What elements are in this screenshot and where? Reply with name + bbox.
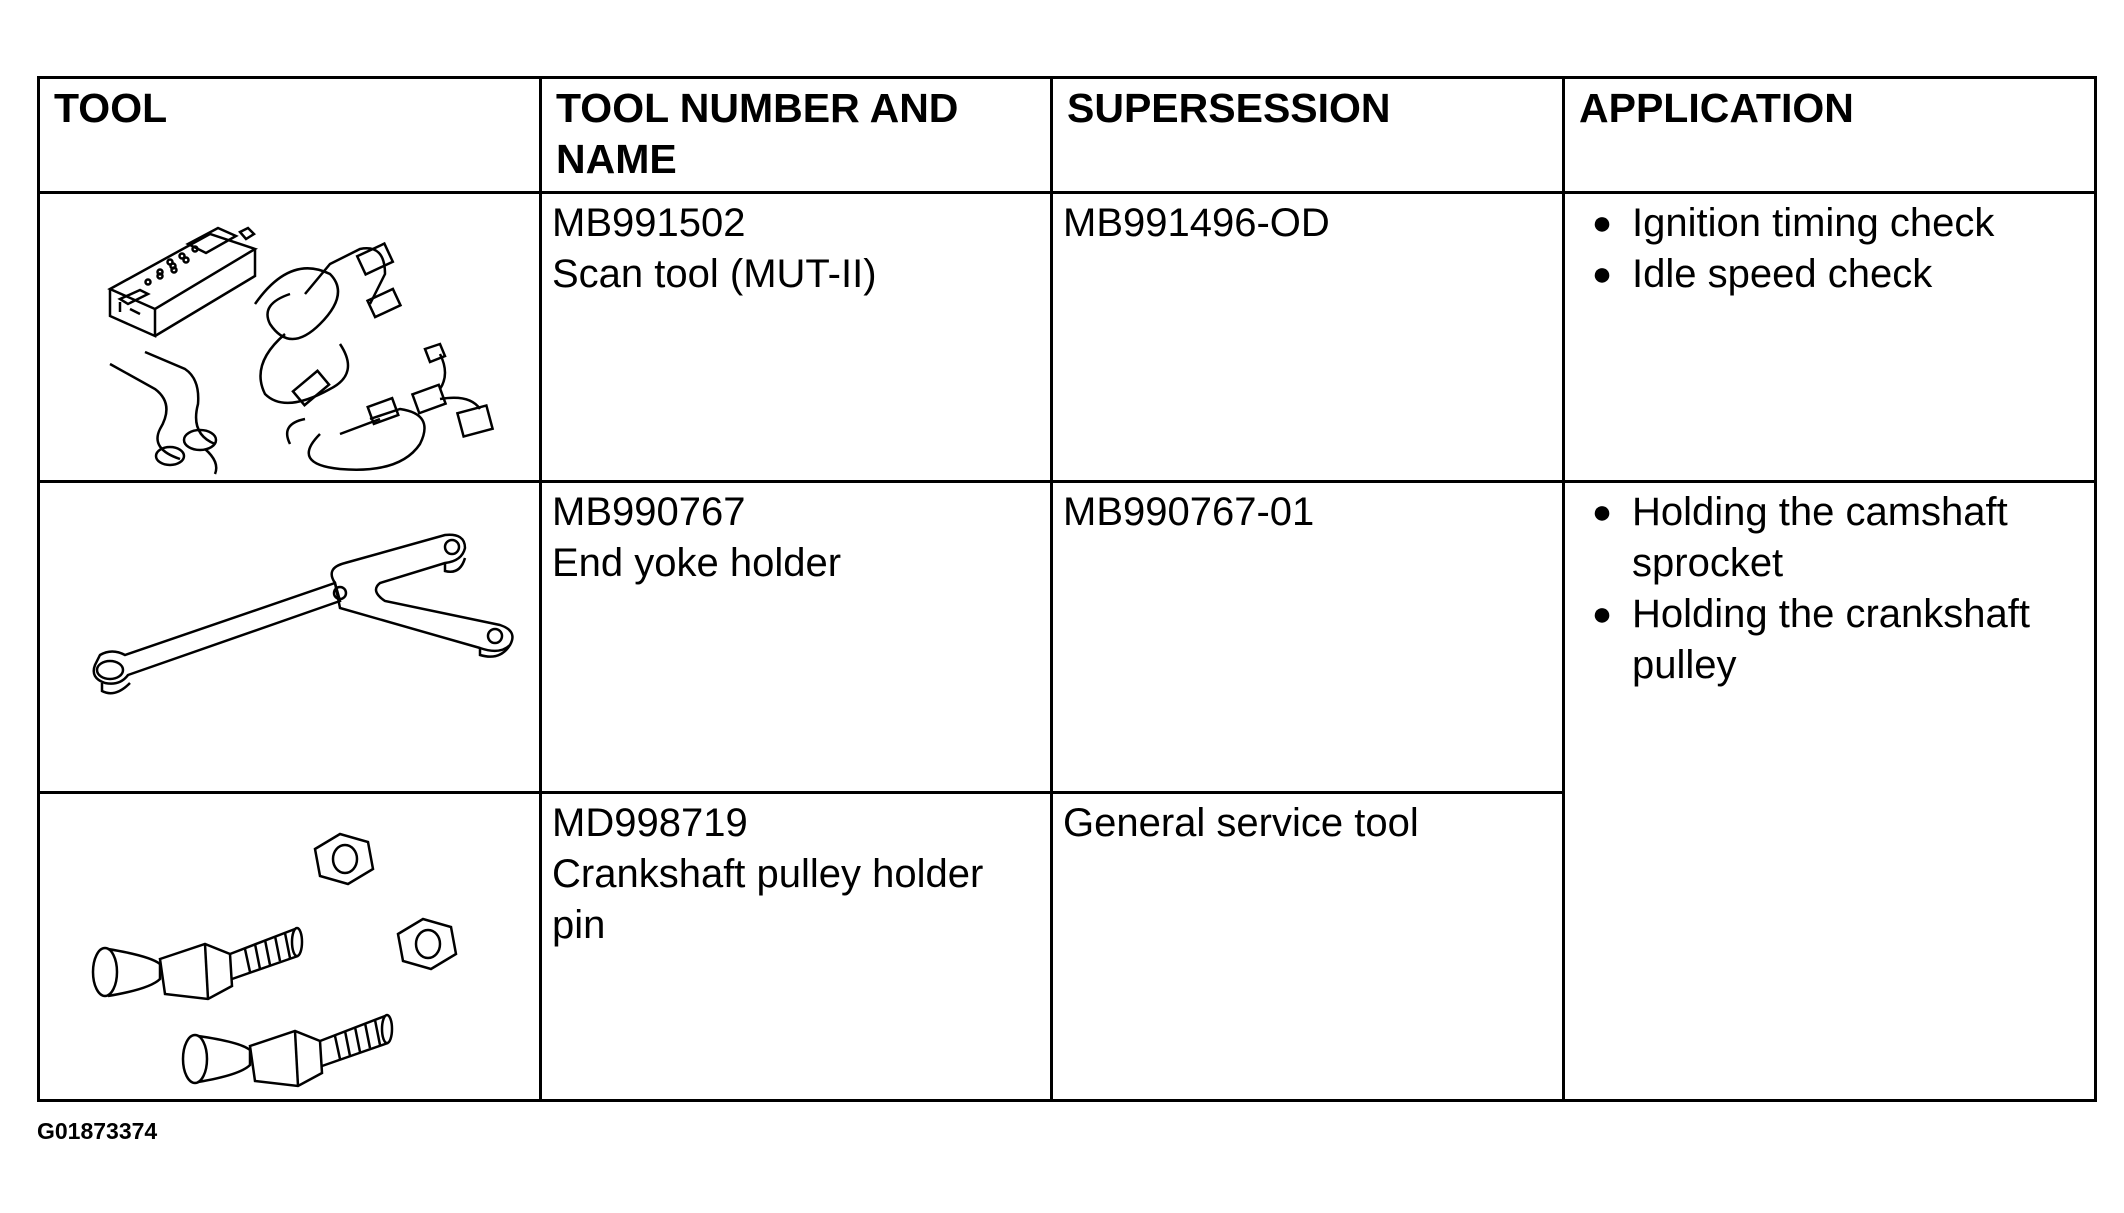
bullet-icon: ●	[1591, 595, 1613, 633]
supersession-cell	[1052, 482, 1564, 793]
supersession-value: MB991496-OD	[1063, 201, 1330, 245]
header-tool-number-and-name: TOOL NUMBER AND NAME	[541, 78, 1052, 193]
end-yoke-holder-drawing	[40, 483, 540, 788]
table-row	[39, 193, 2096, 482]
scan-tool-illustration	[39, 193, 541, 482]
tool-number-and-name-cell	[541, 193, 1052, 482]
tool-number: MD998719	[552, 801, 748, 845]
supersession-value: General service tool	[1063, 801, 1419, 845]
table-row	[39, 482, 2096, 793]
tool-number: MB991502	[552, 201, 746, 245]
tool-number: MB990767	[552, 490, 746, 534]
bullet-icon: ●	[1591, 493, 1613, 531]
holder-pin-drawing	[40, 794, 540, 1099]
list-item: ● Idle speed check	[1587, 249, 2094, 300]
bullet-icon: ●	[1591, 255, 1613, 293]
application-cell	[1564, 482, 2096, 1101]
bullet-icon: ●	[1591, 204, 1613, 242]
supersession-cell	[1052, 793, 1564, 1101]
application-list	[1565, 483, 2094, 691]
header-supersession: SUPERSESSION	[1052, 78, 1564, 193]
special-tools-table	[37, 76, 2097, 1102]
end-yoke-holder-illustration	[39, 482, 541, 793]
tool-number-and-name-cell	[541, 482, 1052, 793]
tool-name: Crankshaft pulley holder pin	[552, 852, 995, 947]
tool-number-and-name-cell	[541, 793, 1052, 1101]
header-tool: TOOL	[39, 78, 541, 193]
supersession-value: MB990767-01	[1063, 490, 1315, 534]
holder-pin-illustration	[39, 793, 541, 1101]
supersession-cell	[1052, 193, 1564, 482]
list-item: ● Holding the crankshaft pulley	[1587, 589, 2094, 691]
tool-name: End yoke holder	[552, 541, 842, 585]
application-list	[1565, 194, 2094, 300]
header-application: APPLICATION	[1564, 78, 2096, 193]
tool-name: Scan tool (MUT-II)	[552, 252, 877, 296]
list-item: ● Ignition timing check	[1587, 198, 2094, 249]
figure-id: G01873374	[37, 1118, 158, 1144]
header-row	[39, 78, 2096, 193]
application-cell	[1564, 193, 2096, 482]
scan-tool-drawing	[40, 194, 540, 479]
list-item: ● Holding the camshaft sprocket	[1587, 487, 2094, 589]
